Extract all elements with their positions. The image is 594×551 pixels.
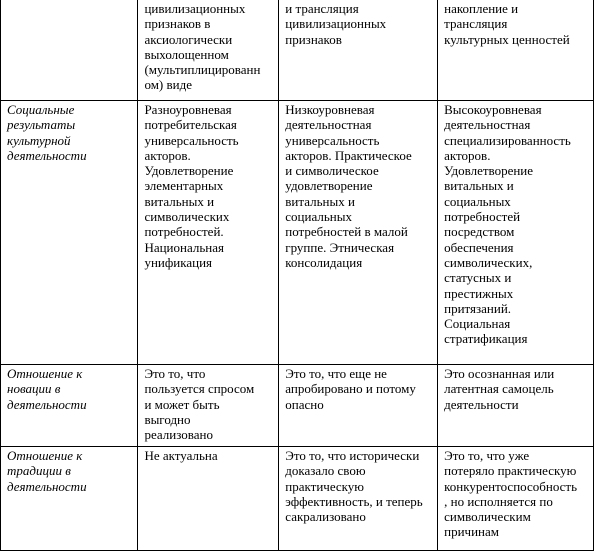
cell-text-line: причинам bbox=[444, 524, 499, 540]
table-cell bbox=[438, 0, 594, 101]
cell-text-line: (мультиплицированн bbox=[144, 62, 261, 78]
cell-text-line: Удовлетворение bbox=[144, 163, 234, 179]
cell-text-line: и трансляция bbox=[285, 1, 359, 16]
cell-text-line: доказало свою bbox=[285, 463, 366, 479]
cell-text-line: традиции в bbox=[7, 463, 71, 479]
cell-text-line: витальных и bbox=[144, 193, 215, 209]
cell-text-line: деятельности bbox=[444, 396, 519, 412]
cell-text-line: Социальные bbox=[7, 102, 75, 117]
table-cell bbox=[279, 0, 438, 101]
cell-text-line: потребностей bbox=[444, 209, 521, 225]
cell-text-line: универсальность bbox=[144, 132, 239, 148]
cell-text-line: практическую bbox=[285, 478, 365, 494]
cell-text-line: статусных и bbox=[444, 270, 512, 286]
cell-text-line: социальных bbox=[444, 193, 511, 209]
cell-text-line: ом) виде bbox=[144, 77, 192, 93]
row-heading-cell bbox=[1, 447, 138, 551]
table-cell bbox=[279, 447, 438, 551]
cell-text-line: потребительская bbox=[144, 117, 237, 133]
cell-text-line: деятельности bbox=[7, 396, 87, 412]
table-cell bbox=[138, 365, 279, 447]
cell-text-line: сакрализовано bbox=[285, 509, 366, 525]
table-cell bbox=[138, 101, 279, 365]
cell-text-line: опасно bbox=[285, 396, 324, 412]
cell-text-line: цивилизационных bbox=[144, 1, 246, 16]
cell-text-line: социальных bbox=[285, 209, 352, 225]
cell-text-line: пользуется спросом bbox=[144, 381, 255, 397]
cell-text-line: аксиологически bbox=[144, 31, 233, 47]
cell-text-line: акторов. bbox=[144, 147, 191, 163]
cell-text-line: универсальность bbox=[285, 132, 380, 148]
cell-text-line: символических, bbox=[444, 254, 533, 270]
row-heading-cell bbox=[1, 0, 138, 101]
table-cell bbox=[138, 0, 279, 101]
cell-text-line: деятельности bbox=[7, 147, 87, 163]
cell-text-line: потребностей. bbox=[144, 224, 224, 240]
cell-text-line: акторов. bbox=[444, 147, 491, 163]
cell-text-line: удовлетворение bbox=[285, 178, 373, 194]
cell-text-line: деятельностная bbox=[444, 117, 531, 133]
table-cell bbox=[438, 101, 594, 365]
cell-text-line: символических bbox=[144, 209, 230, 225]
cell-text-line: потребностей в малой bbox=[285, 224, 408, 240]
cell-text-line: витальных и bbox=[285, 193, 355, 209]
cell-text-line: Это осознанная или bbox=[444, 366, 555, 381]
cell-text-line: признаков bbox=[285, 31, 342, 47]
table-cell bbox=[279, 101, 438, 365]
cell-text-line: специализированность bbox=[444, 132, 571, 148]
cell-text-line: Это то, что исторически bbox=[285, 448, 420, 463]
cell-text-line: посредством bbox=[444, 224, 515, 240]
cell-text-line: деятельностная bbox=[285, 117, 372, 133]
cell-text-line: накопление и bbox=[444, 1, 519, 16]
cell-text-line: эффективность, и теперь bbox=[285, 493, 423, 509]
cell-text-line: выгодно bbox=[144, 411, 191, 427]
cell-text-line: Высокоуровневая bbox=[444, 102, 542, 117]
cell-text-line: Отношение к bbox=[7, 448, 83, 463]
cell-text-line: апробировано и потому bbox=[285, 381, 416, 397]
cell-text-line: потеряло практическую bbox=[444, 463, 577, 479]
cell-text-line: группе. Этническая bbox=[285, 239, 395, 255]
cell-text-line: деятельности bbox=[7, 478, 87, 494]
table-row-tradition bbox=[1, 447, 594, 551]
cell-text-line: латентная самоцель bbox=[444, 381, 554, 397]
cell-text-line: стратификация bbox=[444, 331, 528, 347]
cell-text-line: Социальная bbox=[444, 316, 511, 332]
table-row-continuation bbox=[1, 0, 594, 101]
cell-text-line: и может быть bbox=[144, 396, 220, 412]
cell-text-line: Удовлетворение bbox=[444, 163, 534, 179]
cell-text-line: унификация bbox=[144, 254, 213, 270]
cell-text-line: элементарных bbox=[144, 178, 224, 194]
cell-text-line: Это то, что bbox=[144, 366, 206, 381]
cell-text-line: престижных bbox=[444, 285, 514, 301]
cell-text-line: новации в bbox=[7, 381, 61, 397]
table-row-social-results bbox=[1, 101, 594, 365]
cell-text-line: акторов. Практическое bbox=[285, 147, 412, 163]
cell-text-line: трансляция bbox=[444, 16, 508, 32]
row-heading-cell bbox=[1, 365, 138, 447]
cell-text-line: результаты bbox=[7, 117, 76, 133]
cell-text-line: притязаний. bbox=[444, 300, 512, 316]
table-cell bbox=[138, 447, 279, 551]
cell-text-line: витальных и bbox=[444, 178, 514, 194]
table-cell bbox=[438, 365, 594, 447]
cell-text-line: символическим bbox=[444, 509, 531, 525]
cell-text-line: Отношение к bbox=[7, 366, 83, 381]
cell-text-line: обеспечения bbox=[444, 239, 514, 255]
cell-text-line: Разноуровневая bbox=[144, 102, 232, 117]
cell-text-line: цивилизационных bbox=[285, 16, 387, 32]
cell-text-line: выхолощенном bbox=[144, 46, 229, 62]
cell-text-line: и символическое bbox=[285, 163, 379, 179]
cell-text-line: , но исполняется по bbox=[444, 493, 553, 509]
cell-text-line: конкурентоспособность bbox=[444, 478, 578, 494]
cell-text-line: Это то, что еще не bbox=[285, 366, 387, 381]
cell-text-line: культурных ценностей bbox=[444, 31, 570, 47]
table-cell bbox=[438, 447, 594, 551]
cell-text-line: Национальная bbox=[144, 239, 224, 255]
cell-text-line: культурной bbox=[7, 132, 71, 148]
cell-text-line: Не актуальна bbox=[144, 448, 218, 463]
cell-text-line: признаков в bbox=[144, 16, 211, 32]
table-cell bbox=[279, 365, 438, 447]
table-row-novation bbox=[1, 365, 594, 447]
row-heading-cell bbox=[1, 101, 138, 365]
cell-text-line: Низкоуровневая bbox=[285, 102, 375, 117]
cell-text-line: реализовано bbox=[144, 427, 213, 443]
cell-text-line: Это то, что уже bbox=[444, 448, 530, 463]
cell-text-line: консолидация bbox=[285, 254, 363, 270]
